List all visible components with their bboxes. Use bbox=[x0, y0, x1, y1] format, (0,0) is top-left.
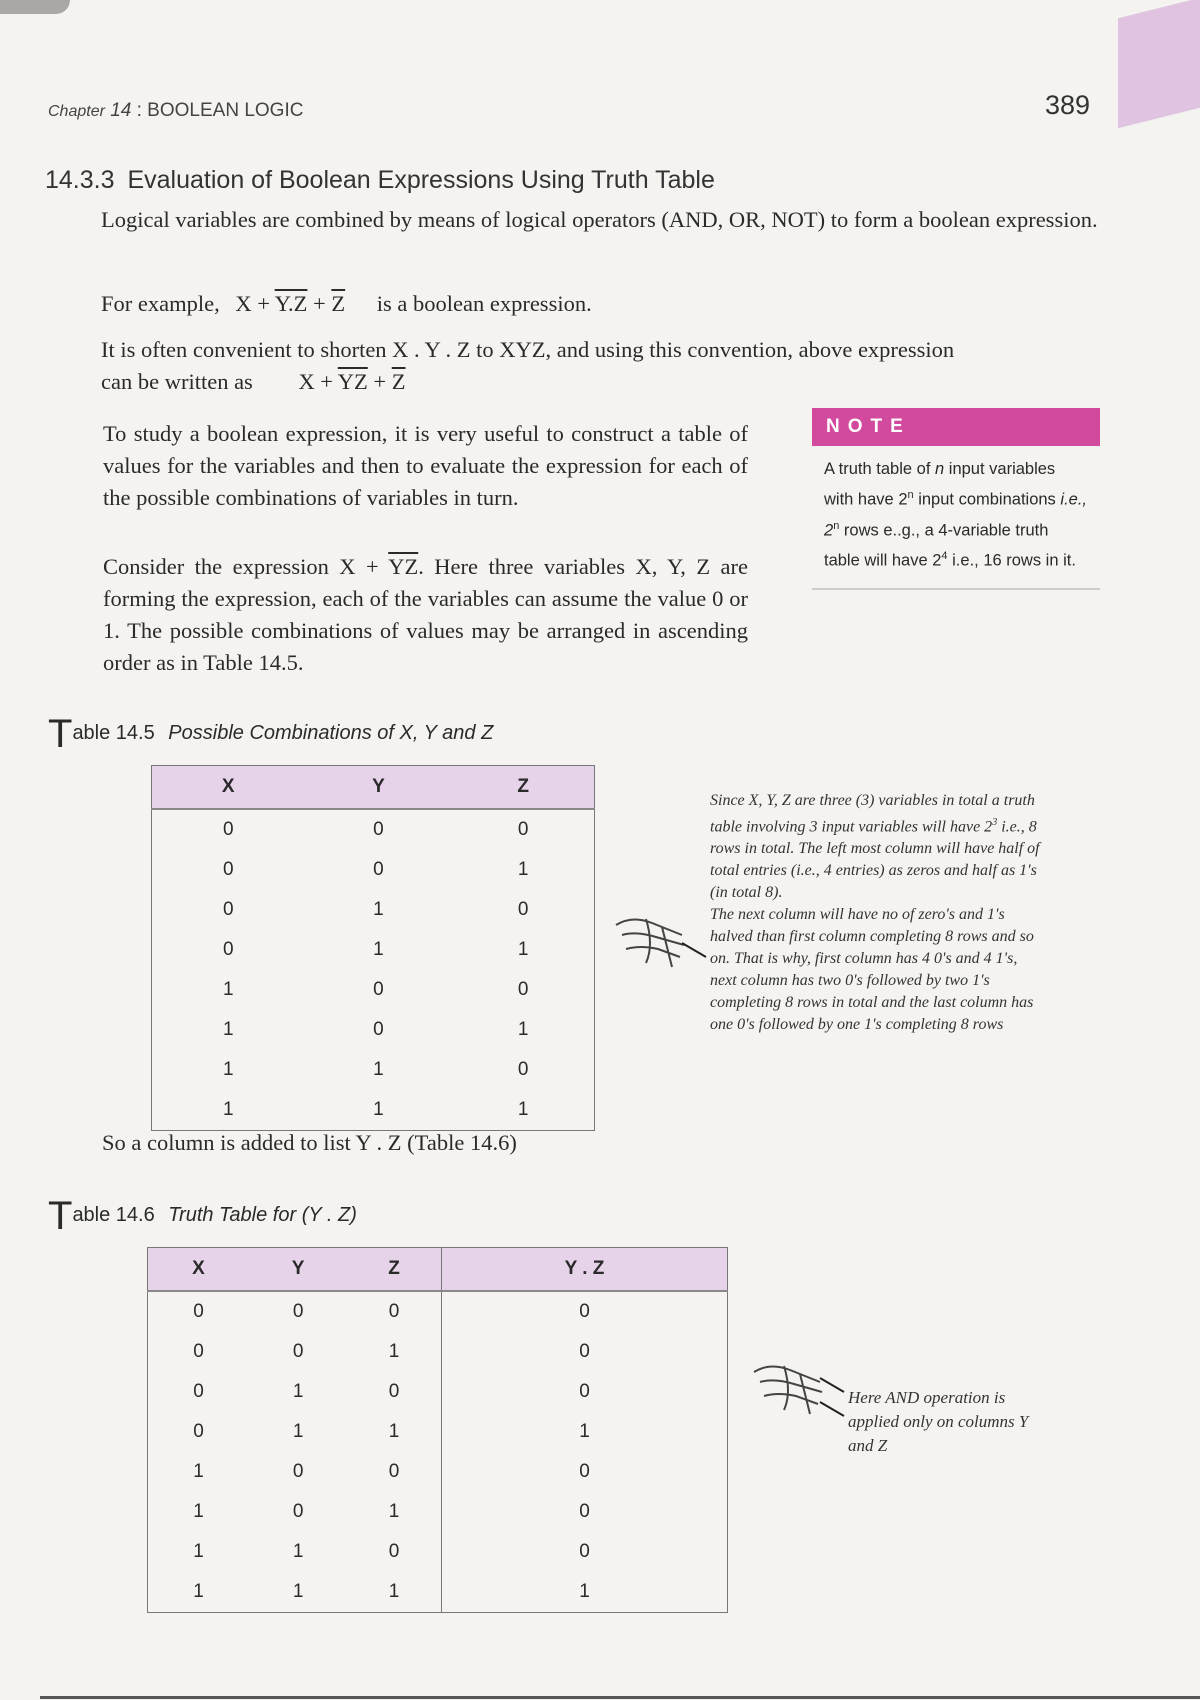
side-note-1c: The next column will have no of zero's and 1's halved than first column completing 8 rows and so on. That is why, first column has 4 0's and 4 1's, next column has two 0's followed by two 1's completing 8 rows in total and the last column has one 0's followed by one 1's completing 8 rows bbox=[710, 906, 1034, 1034]
consider-lead: Consider the expression bbox=[103, 554, 329, 579]
pointing-hand-icon bbox=[750, 1352, 846, 1422]
table-cell: 1 bbox=[388, 1581, 400, 1602]
table-cell: 0 bbox=[193, 1301, 204, 1322]
consider-body: Here three variables X, Y, Z are forming the expression, each of the variables can assume the value 0 or 1. The possible combinations of values may be arranged in ascending order as in Table 14.5. bbox=[103, 554, 748, 675]
table-cell: 1 bbox=[373, 1059, 384, 1080]
table-cell: 1 bbox=[373, 939, 384, 960]
note-pow-exp: n bbox=[907, 489, 914, 501]
table-cell: 0 bbox=[442, 1372, 728, 1412]
paragraph-convention bbox=[101, 334, 1104, 398]
table-cell: 0 bbox=[292, 1301, 304, 1322]
table-row bbox=[148, 1372, 728, 1412]
column-header: Z bbox=[452, 766, 594, 810]
table-14-6-caption bbox=[48, 1194, 357, 1239]
column-header: X bbox=[148, 1248, 250, 1292]
paragraph-truth-table: To study a boolean expression, it is very useful to construct a table of values for the variables and then to evaluate the expression for each of the possible combinations of variables in turn. bbox=[103, 421, 748, 510]
table-row bbox=[152, 850, 595, 890]
table-cell: 0 bbox=[373, 859, 384, 880]
side-note-combinations bbox=[710, 790, 1040, 1036]
table-row bbox=[148, 1572, 728, 1613]
table-cell: 1 bbox=[388, 1341, 400, 1362]
note-body bbox=[812, 446, 1100, 588]
table-cell: 1 bbox=[222, 1099, 234, 1120]
table-cell: 1 bbox=[193, 1461, 204, 1482]
page-number: 389 bbox=[1045, 90, 1091, 120]
table-cell: 0 bbox=[292, 1461, 304, 1482]
caption-big-t: T bbox=[48, 712, 73, 756]
caption-title: Truth Table for (Y . Z) bbox=[168, 1204, 357, 1226]
table-cell: 0 bbox=[193, 1341, 204, 1362]
note-text-6: rows e..g., a 4-variable truth table will have bbox=[824, 521, 1049, 570]
table-cell: 1 bbox=[373, 899, 384, 920]
table-row bbox=[152, 970, 595, 1010]
table-cell: 1 bbox=[388, 1421, 400, 1442]
table-cell: 0 bbox=[517, 899, 529, 920]
table-cell: 1 bbox=[193, 1501, 204, 1522]
table-cell: 1 bbox=[222, 979, 234, 1000]
table-cell: 1 bbox=[193, 1581, 204, 1602]
example-lead: For example, bbox=[101, 291, 220, 316]
section-title: Evaluation of Boolean Expressions Using Truth Table bbox=[127, 166, 715, 194]
column-header: Z bbox=[347, 1248, 441, 1292]
table-cell: 1 bbox=[442, 1572, 728, 1613]
table-cell: 0 bbox=[222, 939, 234, 960]
note-text-4: i.e., 2 bbox=[824, 490, 1088, 539]
chapter-number: 14 bbox=[110, 100, 132, 121]
note-text-9: i.e., 16 rows in it. bbox=[952, 551, 1076, 570]
note-text-7: 2 bbox=[932, 551, 942, 570]
table-cell: 1 bbox=[373, 1099, 384, 1120]
table-cell: 1 bbox=[292, 1381, 304, 1402]
table-cell: 0 bbox=[193, 1381, 204, 1402]
table-row bbox=[148, 1492, 728, 1532]
side-note-1-sup: 3 bbox=[992, 817, 998, 828]
side-note-and-operation: Here AND operation is applied only on columns Y and Z bbox=[848, 1388, 1029, 1455]
column-header: X bbox=[152, 766, 305, 810]
table-cell: 1 bbox=[292, 1541, 304, 1562]
paragraph-consider bbox=[103, 551, 748, 679]
table-row bbox=[152, 890, 595, 930]
convention-lead: can be written as bbox=[101, 369, 253, 394]
table-cell: 0 bbox=[442, 1291, 728, 1332]
table-cell: 0 bbox=[517, 819, 529, 840]
running-header bbox=[48, 100, 303, 122]
section-number: 14.3.3 bbox=[45, 166, 115, 194]
caption-label: able 14.6 bbox=[72, 1204, 155, 1226]
column-header: Y . Z bbox=[442, 1248, 728, 1292]
table-cell: 0 bbox=[517, 1059, 529, 1080]
table-cell: 1 bbox=[442, 1412, 728, 1452]
table-cell: 0 bbox=[373, 979, 384, 1000]
table-cell: 0 bbox=[222, 899, 234, 920]
table-cell: 1 bbox=[517, 859, 529, 880]
table-14-5-caption bbox=[48, 712, 493, 757]
table-cell: 0 bbox=[222, 859, 234, 880]
note-text-5: n bbox=[833, 519, 840, 532]
convention-line-2 bbox=[101, 366, 1104, 398]
side-note-1b: i.e., 8 rows in total. The left most column will have half of total entries (i.e., 4 entries) as zeros and half as 1's (in total 8). bbox=[710, 818, 1040, 902]
table-cell: 1 bbox=[517, 1019, 529, 1040]
page-corner-decoration bbox=[0, 0, 70, 14]
table-row bbox=[152, 930, 595, 970]
table-row bbox=[148, 1332, 728, 1372]
table-cell: 0 bbox=[442, 1492, 728, 1532]
caption-label: able 14.5 bbox=[72, 722, 155, 744]
table-row bbox=[148, 1412, 728, 1452]
table-row bbox=[152, 809, 595, 850]
chapter-title: : BOOLEAN LOGIC bbox=[136, 100, 304, 121]
table-cell: 1 bbox=[517, 1099, 529, 1120]
table-row bbox=[148, 1452, 728, 1492]
table-cell: 0 bbox=[442, 1452, 728, 1492]
table-cell: 1 bbox=[292, 1421, 304, 1442]
note-text-8: 4 bbox=[941, 550, 948, 562]
table-cell: 1 bbox=[222, 1019, 234, 1040]
table-14-5 bbox=[151, 765, 595, 1131]
section-heading bbox=[45, 166, 715, 195]
table-cell: 1 bbox=[292, 1581, 304, 1602]
table-cell: 0 bbox=[388, 1301, 400, 1322]
table-cell: 0 bbox=[442, 1332, 728, 1372]
paragraph-add-column: So a column is added to list Y . Z (Table 14.6) bbox=[102, 1130, 517, 1155]
table-cell: 0 bbox=[292, 1501, 304, 1522]
table-cell: 1 bbox=[517, 939, 529, 960]
table-cell: 1 bbox=[388, 1501, 400, 1522]
chapter-word: Chapter bbox=[48, 103, 105, 120]
caption-big-t: T bbox=[48, 1194, 73, 1238]
sticky-note-corner bbox=[1118, 0, 1200, 128]
table-cell: 1 bbox=[193, 1541, 204, 1562]
table-row bbox=[152, 1010, 595, 1050]
table-cell: 0 bbox=[388, 1541, 400, 1562]
expression-1: $X + Y.Z + \overline{Z}$ bbox=[235, 291, 346, 316]
table-cell: 0 bbox=[292, 1341, 304, 1362]
caption-title: Possible Combinations of X, Y and Z bbox=[168, 722, 494, 744]
paragraph-intro: Logical variables are combined by means of logical operators (AND, OR, NOT) to form a boolean expression. bbox=[101, 207, 1098, 232]
table-cell: 0 bbox=[517, 979, 529, 1000]
note-text-1: A truth table of bbox=[824, 460, 931, 478]
note-heading: NOTE bbox=[812, 408, 1100, 446]
note-box bbox=[812, 408, 1100, 588]
note-var-n: n bbox=[935, 460, 945, 478]
note-text-2: input variables with have bbox=[824, 460, 1056, 509]
side-note-1a: Since X, Y, Z are three (3) variables in total a truth table involving 3 input variables will have 2 bbox=[710, 792, 1035, 836]
table-14-6 bbox=[147, 1247, 728, 1613]
expression-3: $X + \overline{YZ}$. bbox=[339, 554, 424, 579]
example-trail: is a boolean expression. bbox=[376, 291, 592, 316]
table-header-row bbox=[148, 1248, 728, 1292]
table-row bbox=[148, 1291, 728, 1332]
column-header: Y bbox=[249, 1248, 347, 1292]
table-cell: 0 bbox=[373, 819, 384, 840]
table-row bbox=[152, 1090, 595, 1131]
table-cell: 0 bbox=[193, 1421, 204, 1442]
table-cell: 0 bbox=[442, 1532, 728, 1572]
paragraph-example bbox=[101, 288, 801, 320]
note-text-3: input combinations bbox=[918, 490, 1056, 509]
pointing-hand-icon bbox=[612, 905, 708, 975]
expression-2: $X + \overline{YZ} + \overline{Z}$ bbox=[298, 369, 406, 394]
table-cell: 0 bbox=[388, 1381, 400, 1402]
table-header-row bbox=[152, 766, 595, 810]
table-cell: 1 bbox=[222, 1059, 234, 1080]
column-header: Y bbox=[304, 766, 452, 810]
page-bottom-rule bbox=[40, 1696, 1200, 1699]
table-row bbox=[148, 1532, 728, 1572]
table-cell: 0 bbox=[222, 819, 234, 840]
table-row bbox=[152, 1050, 595, 1090]
table-cell: 0 bbox=[388, 1461, 400, 1482]
note-pow-base: 2 bbox=[898, 490, 908, 509]
table-cell: 0 bbox=[373, 1019, 384, 1040]
convention-line-1: It is often convenient to shorten X . Y . Z to XYZ, and using this convention, above expression bbox=[101, 337, 955, 362]
